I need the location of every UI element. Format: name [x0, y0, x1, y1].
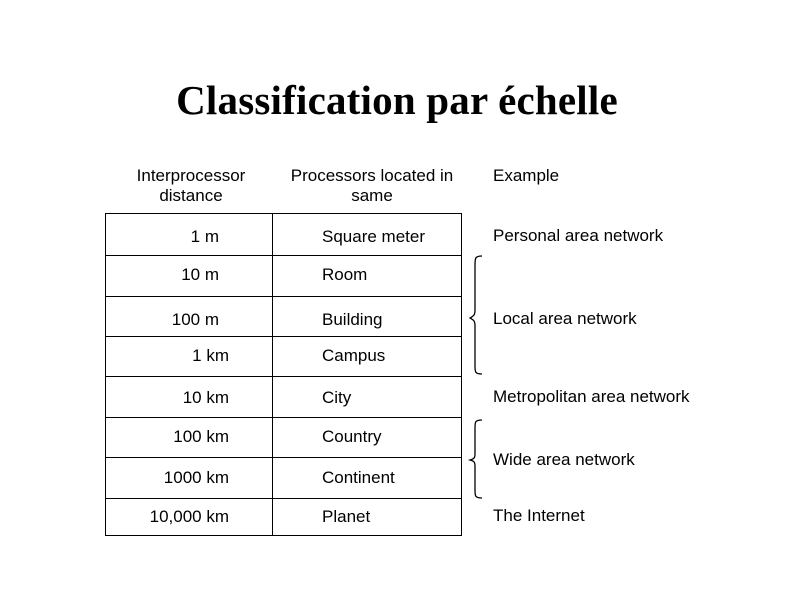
- example-personal-area-network: Personal area network: [493, 226, 664, 245]
- example-the-internet: The Internet: [493, 506, 585, 525]
- row-divider: [106, 376, 461, 377]
- row-divider: [106, 255, 461, 256]
- distance-cell: 1 km: [192, 346, 229, 365]
- distance-cell: 100 m: [171, 310, 219, 329]
- location-cell: City: [322, 388, 352, 407]
- location-cell: Planet: [322, 507, 371, 526]
- header-processors-located: Processors located in same: [290, 166, 454, 205]
- example-metropolitan-area-network: Metropolitan area network: [493, 387, 690, 406]
- brace-icon: [470, 418, 492, 500]
- distance-cell: 1000 km: [163, 468, 229, 487]
- slide-title: Classification par échelle: [176, 77, 618, 123]
- location-cell: Room: [322, 265, 368, 284]
- scale-table: [105, 213, 462, 536]
- example-wide-area-network: Wide area network: [493, 450, 635, 469]
- distance-cell: 1 m: [190, 227, 219, 246]
- row-divider: [106, 296, 461, 297]
- row-divider: [106, 457, 461, 458]
- location-cell: Square meter: [322, 227, 425, 246]
- row-divider: [106, 336, 461, 337]
- row-divider: [106, 498, 461, 499]
- location-cell: Country: [322, 427, 382, 446]
- row-divider: [106, 417, 461, 418]
- example-local-area-network: Local area network: [493, 309, 637, 328]
- distance-cell: 10 km: [182, 388, 229, 407]
- location-cell: Building: [322, 310, 383, 329]
- distance-cell: 10 m: [181, 265, 219, 284]
- header-interprocessor-distance: Interprocessor distance: [136, 166, 246, 205]
- distance-cell: 100 km: [173, 427, 229, 446]
- location-cell: Continent: [322, 468, 395, 487]
- header-example: Example: [493, 166, 560, 185]
- distance-cell: 10,000 km: [149, 507, 229, 526]
- column-divider: [272, 214, 273, 535]
- location-cell: Campus: [322, 346, 386, 365]
- brace-icon: [470, 254, 492, 376]
